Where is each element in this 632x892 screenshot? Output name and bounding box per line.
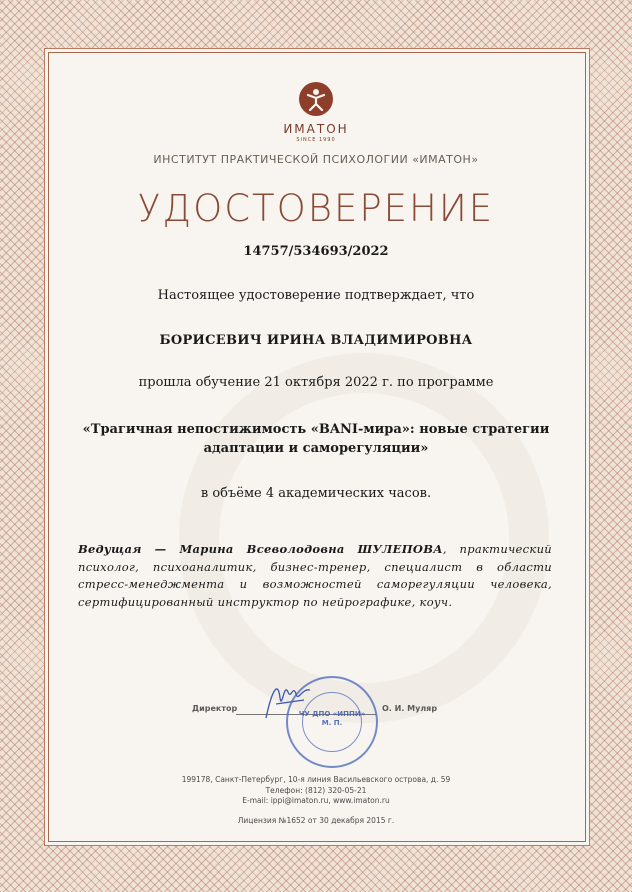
footer-license: Лицензия №1652 от 30 декабря 2015 г. xyxy=(237,815,395,825)
official-stamp xyxy=(286,676,378,768)
institute-name: ИНСТИТУТ ПРАКТИЧЕСКОЙ ПСИХОЛОГИИ «ИМАТОН» xyxy=(153,153,479,166)
footer-contacts xyxy=(0,775,632,826)
instructor-info xyxy=(78,541,552,611)
instructor-lead: Ведущая — Марина Всеволодовна ШУЛЕПОВА xyxy=(78,542,443,556)
logo-since: SINCE 1990 xyxy=(296,137,336,143)
completion-text: прошла обучение 21 октября 2022 г. по программе xyxy=(138,375,494,390)
volume-text: в объёме 4 академических часов. xyxy=(200,486,432,501)
footer-address: 199178, Санкт-Петербург, 10-я линия Васильевского острова, д. 59 xyxy=(181,775,451,784)
director-name: О. И. Муляр xyxy=(382,704,438,713)
program-title: «Трагичная непостижимость «BANI-мира»: новые стратегии адаптации и саморегуляции» xyxy=(82,422,550,456)
logo-brand: ИМАТОН xyxy=(283,122,349,136)
certificate-number: 14757/534693/2022 xyxy=(243,244,389,259)
person-circle-icon xyxy=(299,82,333,116)
document-title: УДОСТОВЕРЕНИЕ xyxy=(137,187,495,230)
footer-email: E-mail: ippi@imaton.ru, www.imaton.ru xyxy=(242,796,390,805)
imaton-logo xyxy=(0,82,632,143)
director-label: Директор xyxy=(192,704,238,713)
footer-phone: Телефон: (812) 320-05-21 xyxy=(265,785,367,795)
confirm-text: Настоящее удостоверение подтверждает, что xyxy=(157,288,475,303)
instructor-description: , практический психолог, психоаналитик, бизнес-тренер, специалист в области стресс-менеджмента и возможностей саморегуляции человека, сертифицированный инструктор по нейрографике, коуч. xyxy=(78,542,552,609)
watermark xyxy=(179,353,549,723)
stamp-text: ЧУ ДПО «ИППИ» xyxy=(298,710,366,718)
recipient-name: БОРИСЕВИЧ ИРИНА ВЛАДИМИРОВНА xyxy=(159,333,473,348)
stamp-mp: М. П. xyxy=(321,719,343,727)
